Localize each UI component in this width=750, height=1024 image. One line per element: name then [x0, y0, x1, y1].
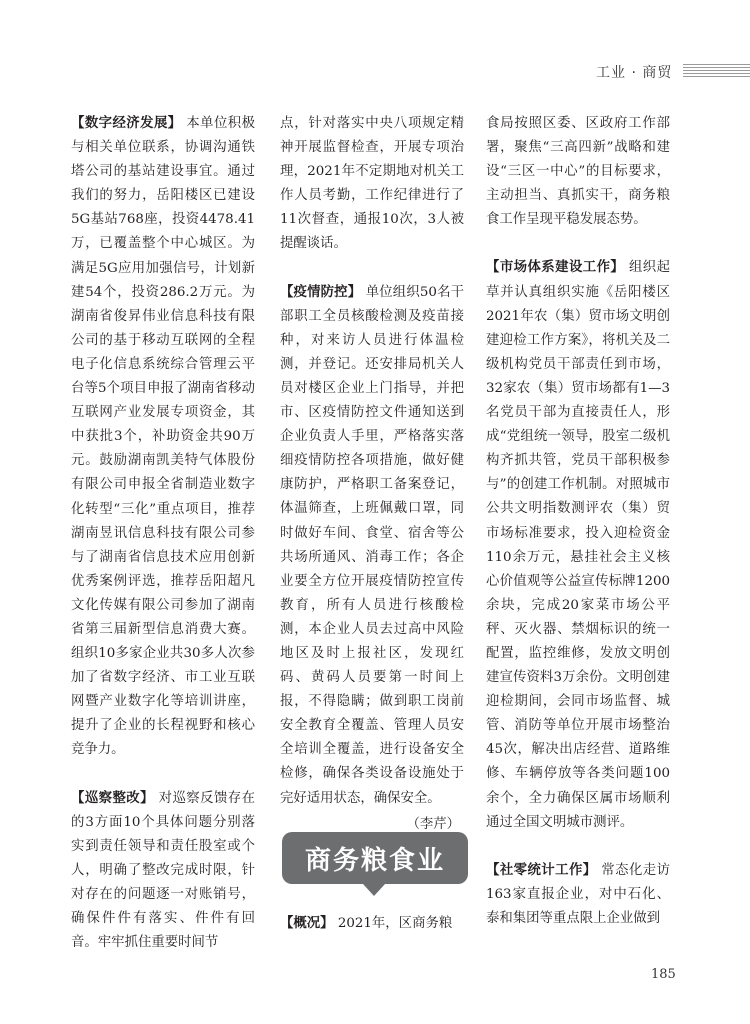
body-digital-economy: 本单位积极与相关单位联系，协调沟通铁塔公司的基站建设事宜。通过我们的努力，岳阳楼区已建设5G基站768座，投资4478.41万，已覆盖整个中心城区。为满足5G应用加强信号，计划新建54个，投资286.2万元。为湖南省俊昇伟业信息科技有限公司的基于移动互联网的全程电子化信息系统综合管理云平台等5个项目申报了湖南省移动互联网产业发展专项资金，其中获批3个，补助资金共90万元。鼓励湖南凯美特气体股份有限公司申报全省制造业数字化转型“三化”重点项目，推荐湖南昱讯信息科技有限公司参与了湖南省信息技术应用创新优秀案例评选，推荐岳阳超凡文化传媒有限公司参加了湖南省第三届新型信息消费大赛。组织10多家企业共30多人次参加了省数字经济、市工业互联网暨产业数字化等培训讲座，提升了企业的长程视野和核心竞争力。	[71, 116, 255, 758]
paragraph-overview-continued	[486, 112, 670, 232]
column-3	[486, 112, 670, 931]
body-continued: 点，针对落实中央八项规定精神开展监督检查，开展专项治理，2021年不定期地对机关工作人员考勤，工作纪律进行了11次督查，通报10次，3人被提醒谈话。	[280, 116, 464, 252]
body-overview: 2021年，区商务粮	[333, 916, 453, 931]
header-decoration	[683, 64, 750, 78]
section-title: 商务粮食业	[304, 845, 445, 876]
paragraph-continued	[280, 112, 464, 257]
heading-inspection-rectification: 【巡察整改】	[71, 790, 154, 806]
running-header: 工业 · 商贸	[596, 65, 673, 81]
column-1	[71, 112, 255, 955]
heading-digital-economy: 【数字经济发展】	[71, 116, 182, 131]
column-2	[280, 112, 464, 837]
paragraph-digital-economy	[71, 112, 255, 763]
paragraph-retail-statistics	[486, 859, 670, 931]
body-retail-statistics: 常态化走访163家直报企业，对中石化、泰和集团等重点限上企业做到	[486, 862, 670, 926]
body-epidemic-control: 单位组织50名干部职工全员核酸检测及疫苗接种，对来访人员进行体温检测，并登记。还安排局机关人员对楼区企业上门指导，并把市、区疫情防控文件通知送到企业负责人手里，严格落实落细疫情防控各项措施，做好健康防护，严格职工备案登记，体温筛查，上班佩戴口罩，同时做好车间、食堂、宿舍等公共场所通风、消毒工作；各企业要全方位开展疫情防控宣传教育，所有人员进行核酸检测，本企业人员去过高中风险地区及时上报社区，发现红码、黄码人员要第一时间上报，不得隐瞒；做到职工岗前安全教育全覆盖、管理人员安全培训全覆盖，进行设备安全检修，确保各类设备设施处于完好适用状态，确保安全。	[280, 284, 465, 806]
heading-overview: 【概况】	[280, 916, 334, 931]
section-title-box	[282, 832, 468, 884]
paragraph-inspection-rectification	[71, 787, 255, 956]
author-credit: （李芹）	[406, 816, 460, 832]
paragraph-epidemic-control	[280, 281, 464, 811]
paragraph-overview	[280, 912, 464, 936]
paragraph-market-system	[486, 256, 670, 834]
heading-epidemic-control: 【疫情防控】	[280, 284, 362, 300]
section-title-pointer	[363, 884, 385, 896]
body-overview-continued: 食局按照区委、区政府工作部署，聚焦“三高四新”战略和建设“三区一中心”的目标要求，主动担当、真抓实干，商务粮食工作呈现平稳发展态势。	[486, 116, 670, 228]
body-inspection-rectification: 对巡察反馈存在的3方面10个具体问题分别落实到责任领导和责任股室或个人，明确了整改完成时限，针对存在的问题逐一对账销号，确保件件有落实、件件有回音。牢牢抓住重要时间节	[71, 790, 256, 951]
column-2-lower	[280, 912, 464, 936]
heading-retail-statistics: 【社零统计工作】	[486, 862, 597, 878]
heading-market-system: 【市场体系建设工作】	[486, 260, 625, 276]
page-number: 185	[651, 967, 676, 982]
body-market-system: 组织起草并认真组织实施《岳阳楼区2021年农（集）贸市场文明创建迎检工作方案》，将机关及二级机构党员干部责任到市场，32家农（集）贸市场都有1—3名党员干部为直接责任人，形成“党组统一领导，股室二级机构齐抓共管，党员干部积极参与”的创建工作机制。对照城市公共文明指数测评农（集）贸市场标准要求，投入迎检资金110余万元，悬挂社会主义核心价值观等公益宣传标牌1200余块，完成20家菜市场公平秤、灭火器、禁烟标识的统一配置，监控维修，发放文明创建宣传资料3万余份。文明创建迎检期间，会同市场监督、城管、消防等单位开展市场整治45次，解决出店经营、道路维修、车辆停放等各类问题100余个，全力确保区属市场顺利通过全国文明城市测评。	[486, 260, 670, 830]
